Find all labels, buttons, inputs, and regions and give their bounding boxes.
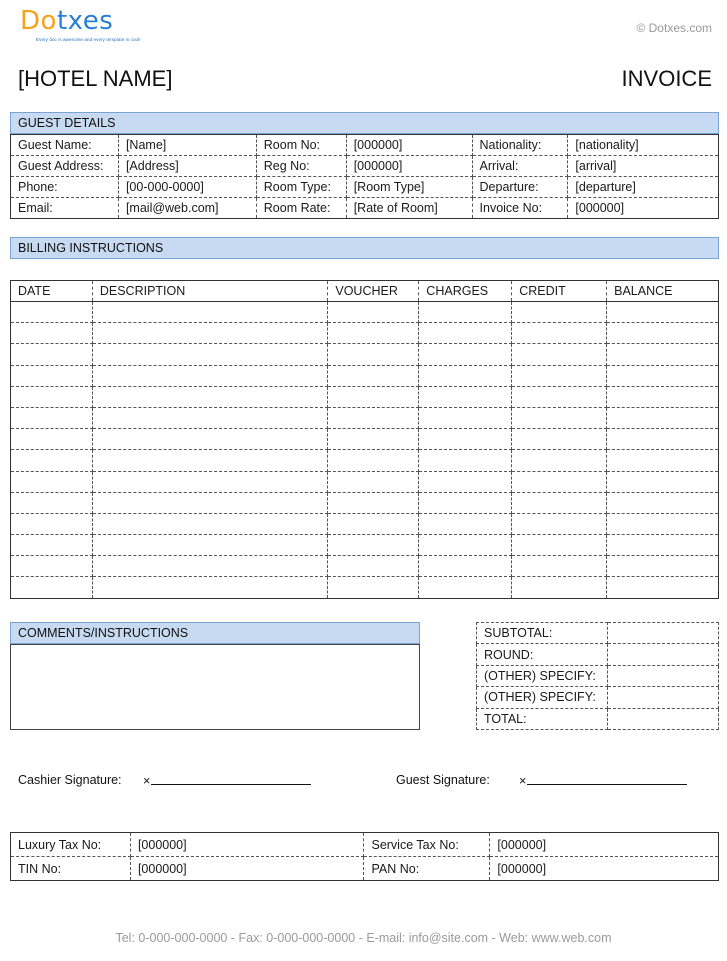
cashier-signature-line[interactable] [143, 773, 311, 788]
billing-column-header: VOUCHER [328, 281, 419, 302]
billing-cell[interactable] [419, 471, 512, 492]
billing-cell[interactable] [328, 407, 419, 428]
billing-cell[interactable] [419, 386, 512, 407]
logo-letter-o: o [40, 6, 57, 36]
guest-field-label: Departure: [472, 177, 568, 198]
billing-row [11, 365, 719, 386]
billing-cell[interactable] [11, 450, 93, 471]
billing-cell[interactable] [512, 386, 607, 407]
totals-value[interactable] [607, 623, 718, 644]
guest-field-label: Guest Name: [11, 135, 119, 156]
billing-cell[interactable] [328, 323, 419, 344]
billing-row [11, 386, 719, 407]
billing-cell[interactable] [328, 556, 419, 577]
guest-field-label: Email: [11, 198, 119, 219]
billing-column-header: DESCRIPTION [92, 281, 328, 302]
billing-cell[interactable] [328, 471, 419, 492]
billing-cell[interactable] [419, 302, 512, 323]
billing-row [11, 513, 719, 534]
billing-cell[interactable] [11, 386, 93, 407]
totals-value[interactable] [607, 665, 718, 686]
billing-cell[interactable] [328, 429, 419, 450]
logo-wordmark [20, 6, 113, 36]
billing-cell[interactable] [512, 471, 607, 492]
billing-cell[interactable] [419, 407, 512, 428]
billing-cell[interactable] [512, 407, 607, 428]
billing-table [10, 280, 719, 599]
guest-field-label: Room No: [256, 135, 346, 156]
guest-details-table [10, 134, 719, 219]
billing-cell[interactable] [328, 492, 419, 513]
contact-footer: Tel: 0-000-000-0000 - Fax: 0-000-000-0000 - E-mail: info@site.com - Web: www.web.com [115, 931, 612, 945]
billing-cell[interactable] [419, 365, 512, 386]
billing-cell[interactable] [419, 344, 512, 365]
billing-column-header: CHARGES [419, 281, 512, 302]
copyright-notice: © Dotxes.com [636, 21, 712, 35]
billing-cell[interactable] [92, 302, 328, 323]
billing-row [11, 429, 719, 450]
billing-cell[interactable] [607, 407, 719, 428]
guest-row [11, 198, 719, 219]
guest-details-header: GUEST DETAILS [10, 112, 719, 134]
billing-row [11, 535, 719, 556]
billing-cell[interactable] [328, 535, 419, 556]
totals-row [477, 644, 719, 665]
billing-cell[interactable] [512, 344, 607, 365]
billing-cell[interactable] [328, 513, 419, 534]
billing-cell[interactable] [512, 535, 607, 556]
billing-cell[interactable] [607, 429, 719, 450]
logo-tagline: Every doc is awesome and every template is cool! [36, 37, 141, 42]
billing-cell[interactable] [419, 450, 512, 471]
logo-letters-txes: txes [56, 6, 114, 36]
tax-field-label: Luxury Tax No: [11, 833, 131, 857]
billing-cell[interactable] [607, 302, 719, 323]
billing-row [11, 407, 719, 428]
billing-cell[interactable] [328, 365, 419, 386]
billing-cell[interactable] [512, 323, 607, 344]
totals-table [476, 622, 719, 730]
billing-cell[interactable] [607, 513, 719, 534]
guest-field-label: Nationality: [472, 135, 568, 156]
guest-field-value[interactable]: [Address] [118, 156, 256, 177]
totals-label: ROUND: [477, 644, 608, 665]
totals-label: (OTHER) SPECIFY: [477, 665, 608, 686]
billing-cell[interactable] [419, 513, 512, 534]
totals-label: TOTAL: [477, 708, 608, 729]
billing-cell[interactable] [512, 513, 607, 534]
tax-field-label: PAN No: [364, 857, 490, 881]
guest-field-value[interactable]: [mail@web.com] [118, 198, 256, 219]
cashier-signature-label: Cashier Signature: [18, 773, 122, 787]
billing-cell[interactable] [11, 429, 93, 450]
billing-cell[interactable] [607, 577, 719, 598]
comments-header: COMMENTS/INSTRUCTIONS [10, 622, 420, 644]
tax-field-value[interactable]: [000000] [130, 833, 364, 857]
billing-cell[interactable] [512, 556, 607, 577]
billing-cell[interactable] [11, 344, 93, 365]
guest-field-value[interactable]: [Name] [118, 135, 256, 156]
billing-cell[interactable] [607, 556, 719, 577]
billing-cell[interactable] [419, 492, 512, 513]
billing-cell[interactable] [92, 556, 328, 577]
billing-cell[interactable] [607, 323, 719, 344]
billing-cell[interactable] [512, 450, 607, 471]
billing-cell[interactable] [92, 577, 328, 598]
billing-cell[interactable] [92, 535, 328, 556]
guest-field-value[interactable]: [nationality] [568, 135, 719, 156]
guest-field-label: Reg No: [256, 156, 346, 177]
guest-sign-rule [527, 773, 687, 785]
billing-column-header: BALANCE [607, 281, 719, 302]
tax-field-label: Service Tax No: [364, 833, 490, 857]
billing-cell[interactable] [92, 513, 328, 534]
billing-cell[interactable] [11, 471, 93, 492]
billing-cell[interactable] [419, 556, 512, 577]
guest-signature-line[interactable] [519, 773, 687, 788]
guest-field-label: Phone: [11, 177, 119, 198]
totals-value[interactable] [607, 644, 718, 665]
billing-row [11, 556, 719, 577]
guest-field-value[interactable]: [departure] [568, 177, 719, 198]
totals-value[interactable] [607, 687, 718, 708]
billing-cell[interactable] [92, 323, 328, 344]
billing-cell[interactable] [419, 535, 512, 556]
billing-cell[interactable] [328, 302, 419, 323]
guest-sign-mark: × [519, 774, 527, 788]
billing-cell[interactable] [11, 513, 93, 534]
billing-cell[interactable] [11, 492, 93, 513]
billing-cell[interactable] [607, 365, 719, 386]
billing-row [11, 492, 719, 513]
comments-box[interactable] [10, 644, 420, 730]
guest-field-value[interactable]: [000000] [568, 198, 719, 219]
cashier-sign-mark: × [143, 774, 151, 788]
billing-cell[interactable] [328, 344, 419, 365]
guest-row [11, 135, 719, 156]
totals-label: (OTHER) SPECIFY: [477, 687, 608, 708]
billing-row [11, 471, 719, 492]
billing-cell[interactable] [11, 577, 93, 598]
totals-row [477, 687, 719, 708]
guest-field-label: Room Type: [256, 177, 346, 198]
billing-cell[interactable] [607, 492, 719, 513]
billing-column-header: DATE [11, 281, 93, 302]
billing-cell[interactable] [607, 535, 719, 556]
guest-row [11, 177, 719, 198]
billing-cell[interactable] [92, 344, 328, 365]
guest-field-value[interactable]: [00-000-0000] [118, 177, 256, 198]
billing-cell[interactable] [512, 365, 607, 386]
guest-field-value[interactable]: [000000] [346, 156, 472, 177]
billing-cell[interactable] [607, 386, 719, 407]
tax-numbers-table [10, 832, 719, 881]
totals-row [477, 708, 719, 729]
billing-cell[interactable] [607, 471, 719, 492]
billing-cell[interactable] [92, 492, 328, 513]
cashier-sign-rule [151, 773, 311, 785]
billing-cell[interactable] [92, 471, 328, 492]
billing-cell[interactable] [512, 429, 607, 450]
billing-cell[interactable] [328, 450, 419, 471]
billing-row [11, 450, 719, 471]
tax-row [11, 833, 719, 857]
logo-letter-d: D [20, 6, 41, 36]
totals-value[interactable] [607, 708, 718, 729]
billing-cell[interactable] [419, 323, 512, 344]
billing-cell[interactable] [419, 577, 512, 598]
billing-cell[interactable] [512, 302, 607, 323]
guest-signature-label: Guest Signature: [396, 773, 490, 787]
tax-row [11, 857, 719, 881]
billing-column-header: CREDIT [512, 281, 607, 302]
billing-header-row [11, 281, 719, 302]
billing-cell[interactable] [607, 450, 719, 471]
billing-cell[interactable] [11, 556, 93, 577]
billing-cell[interactable] [512, 492, 607, 513]
guest-field-label: Guest Address: [11, 156, 119, 177]
guest-field-value[interactable]: [000000] [346, 135, 472, 156]
billing-row [11, 323, 719, 344]
guest-row [11, 156, 719, 177]
billing-cell[interactable] [11, 365, 93, 386]
totals-row [477, 665, 719, 686]
billing-instructions-header: BILLING INSTRUCTIONS [10, 237, 719, 259]
billing-cell[interactable] [92, 386, 328, 407]
billing-cell[interactable] [11, 323, 93, 344]
guest-field-value[interactable]: [arrival] [568, 156, 719, 177]
dotxes-logo [20, 6, 160, 46]
tax-field-label: TIN No: [11, 857, 131, 881]
guest-field-label: Arrival: [472, 156, 568, 177]
guest-field-label: Invoice No: [472, 198, 568, 219]
tax-field-value[interactable]: [000000] [490, 857, 719, 881]
billing-cell[interactable] [328, 577, 419, 598]
tax-field-value[interactable]: [000000] [490, 833, 719, 857]
billing-cell[interactable] [11, 535, 93, 556]
totals-label: SUBTOTAL: [477, 623, 608, 644]
hotel-name[interactable]: [HOTEL NAME] [18, 66, 173, 91]
invoice-title: INVOICE [621, 66, 712, 91]
billing-cell[interactable] [92, 450, 328, 471]
billing-cell[interactable] [607, 344, 719, 365]
guest-field-label: Room Rate: [256, 198, 346, 219]
billing-cell[interactable] [92, 429, 328, 450]
billing-row [11, 577, 719, 598]
billing-cell[interactable] [512, 577, 607, 598]
totals-row [477, 623, 719, 644]
billing-cell[interactable] [92, 407, 328, 428]
billing-row [11, 302, 719, 323]
billing-cell[interactable] [92, 365, 328, 386]
billing-row [11, 344, 719, 365]
billing-cell[interactable] [11, 407, 93, 428]
billing-cell[interactable] [11, 302, 93, 323]
tax-field-value[interactable]: [000000] [130, 857, 364, 881]
billing-cell[interactable] [419, 429, 512, 450]
billing-cell[interactable] [328, 386, 419, 407]
guest-field-value[interactable]: [Room Type] [346, 177, 472, 198]
guest-field-value[interactable]: [Rate of Room] [346, 198, 472, 219]
